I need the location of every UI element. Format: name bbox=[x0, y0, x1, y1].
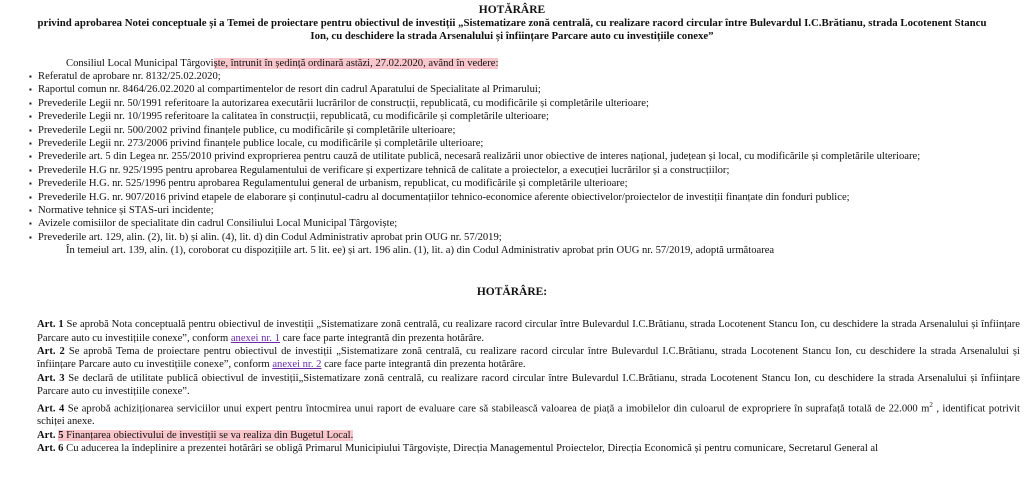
article-text: Se declară de utilitate publică obiectivul de investiții„Sistematizare zonă centrală, cu realizare racord circular între Bulevardul I.C.Brătianu, strada Locotenent Stancu Ion, cu deschidere la strada Arsenalului și înființare Parcare auto cu investițiile conexe”. bbox=[37, 372, 1020, 398]
article-text: Se aprobă achiziționarea serviciilor unui expert pentru întocmirea unui raport de evaluare care să stabilească valoarea de piață a imobilelor din culoarul de expropriere în suprafață totală de 22.000 m bbox=[64, 403, 930, 415]
article-5 bbox=[37, 429, 1020, 442]
annex-1-link[interactable]: anexei nr. 1 bbox=[230, 332, 280, 344]
list-item: ▪ Raportul comun nr. 8464/26.02.2020 al compartimentelor de resort din cadrul Aparatului de Specialitate al Primarului; bbox=[30, 83, 1014, 96]
article-label: Art. 2 bbox=[37, 345, 65, 357]
considerations-list bbox=[30, 70, 1014, 244]
article-3 bbox=[37, 372, 1020, 399]
article-label-highlight: 5 bbox=[58, 429, 64, 441]
list-item: ▪ Prevederile art. 5 din Legea nr. 255/2010 privind exproprierea pentru cauză de utilitate publică, necesară realizării unor obiective de interes național, județean și local, cu modificările și completările ulterioare; bbox=[30, 150, 1014, 163]
document-subtitle: privind aprobarea Notei conceptuale și a Temei de proiectare pentru obiectivul de investiții „Sistematizare zonă centrală, cu realizare racord circular între Bulevardul I.C.Brătianu, strada Locotenent Stancu Ion, cu deschidere la strada Arsenalului și înființare Parcare auto cu investițiile conexe” bbox=[37, 17, 987, 42]
article-label: Art. 1 bbox=[37, 319, 64, 331]
article-label: Art. 4 bbox=[37, 403, 65, 415]
article-label: Art. bbox=[37, 429, 59, 441]
decision-title: HOTĂRÂRE: bbox=[476, 285, 548, 298]
intro-text: Consiliul Local Municipal Târgovi bbox=[66, 58, 214, 69]
list-item: ▪ Referatul de aprobare nr. 8132/25.02.2020; bbox=[30, 70, 1014, 83]
list-item: ▪ Prevederile H.G. nr. 907/2016 privind etapele de elaborare și conținutul-cadru al documentațiilor tehnico-economice aferente obiectivelor/proiectelor de investiții finanțate din fonduri publice; bbox=[30, 191, 1014, 204]
intro-line bbox=[66, 57, 1024, 70]
list-item: ▪ Prevederile H.G. nr. 525/1996 pentru aprobarea Regulamentului general de urbanism, republicat, cu modificările și completările ulterioare; bbox=[30, 177, 1014, 190]
list-item: ▪ Prevederile Legii nr. 10/1995 referitoare la calitatea în construcții, republicată, cu modificările și completările ulterioare; bbox=[30, 110, 1014, 123]
article-6 bbox=[37, 442, 1020, 455]
legal-basis-text: În temeiul art. 139, alin. (1), coroborat cu dispozițiile art. 5 lit. ee) și art. 196 alin. (1), lit. a) din Codul Administrativ aprobat prin OUG nr. 57/2019, adoptă următoarea bbox=[66, 245, 775, 257]
article-label: Art. 6 bbox=[37, 443, 64, 455]
article-text-tail: , identificat potrivit schiței anexe. bbox=[37, 403, 1020, 428]
annex-2-link[interactable]: anexei nr. 2 bbox=[272, 359, 322, 371]
list-item: ▪ Avizele comisiilor de specialitate din cadrul Consiliului Local Municipal Târgoviște; bbox=[30, 217, 1014, 230]
superscript: 2 bbox=[929, 400, 933, 409]
article-label: Art. 3 bbox=[37, 372, 65, 384]
list-item: ▪ Prevederile H.G nr. 925/1995 pentru aprobarea Regulamentului de verificare și expertizare tehnică de calitate a proiectelor, a execuției lucrărilor și a construcțiilor; bbox=[30, 164, 1014, 177]
list-item: ▪ Normative tehnice și STAS-uri incidente; bbox=[30, 204, 1014, 217]
article-1 bbox=[37, 318, 1020, 345]
article-text: Se aprobă Tema de proiectare pentru obiectivul de investiții „Sistematizare zonă centrală, cu realizare racord circular între Bulevardul I.C.Brătianu, strada Locotenent Stancu Ion, cu deschidere la strada Arsenalului și înființare Parcare auto cu investițiile conexe”, conform bbox=[37, 345, 1020, 371]
list-item: ▪ Prevederile Legii nr. 50/1991 referitoare la autorizarea executării lucrărilor de construcții, republicată, cu modificările și completările ulterioare; bbox=[30, 97, 1014, 110]
document-title: HOTĂRÂRE bbox=[478, 4, 546, 16]
article-text: Cu aducerea la îndeplinire a prezentei hotărâri se obligă Primarul Municipiului Târgoviște, Direcția Managementul Proiectelor, Direcția Economică și pentru comunicare, Secretarul General al bbox=[63, 443, 879, 455]
article-4 bbox=[37, 399, 1020, 429]
article-text-highlight: Finanțarea obiectivului de investiții se va realiza din Bugetul Local. bbox=[63, 429, 354, 441]
article-text-tail: care face parte integrantă din prezenta hotărâre. bbox=[279, 332, 485, 344]
list-item: ▪ Prevederile art. 129, alin. (2), lit. b) și alin. (4), lit. d) din Codul Administrativ aprobat prin OUG nr. 57/2019; bbox=[30, 231, 1014, 244]
article-text-tail: care face parte integrantă din prezenta hotărâre. bbox=[321, 359, 526, 371]
list-item: ▪ Prevederile Legii nr. 500/2002 privind finanțele publice, cu modificările și completările ulterioare; bbox=[30, 124, 1014, 137]
list-item: ▪ Prevederile Legii nr. 273/2006 privind finanțele publice locale, cu modificările și completările ulterioare; bbox=[30, 137, 1014, 150]
article-2 bbox=[37, 345, 1020, 372]
article-text: Se aprobă Nota conceptuală pentru obiectivul de investiții „Sistematizare zonă centrală, cu realizare racord circular între Bulevardul I.C.Brătianu, strada Locotenent Stancu Ion, cu deschidere la strada Arsenalului și înființare Parcare auto cu investițiile conexe”, conform bbox=[37, 319, 1020, 344]
intro-highlight: ște, întrunit în ședință ordinară astăzi, 27.02.2020, având în vedere: bbox=[213, 58, 499, 69]
articles-section bbox=[37, 318, 1020, 456]
